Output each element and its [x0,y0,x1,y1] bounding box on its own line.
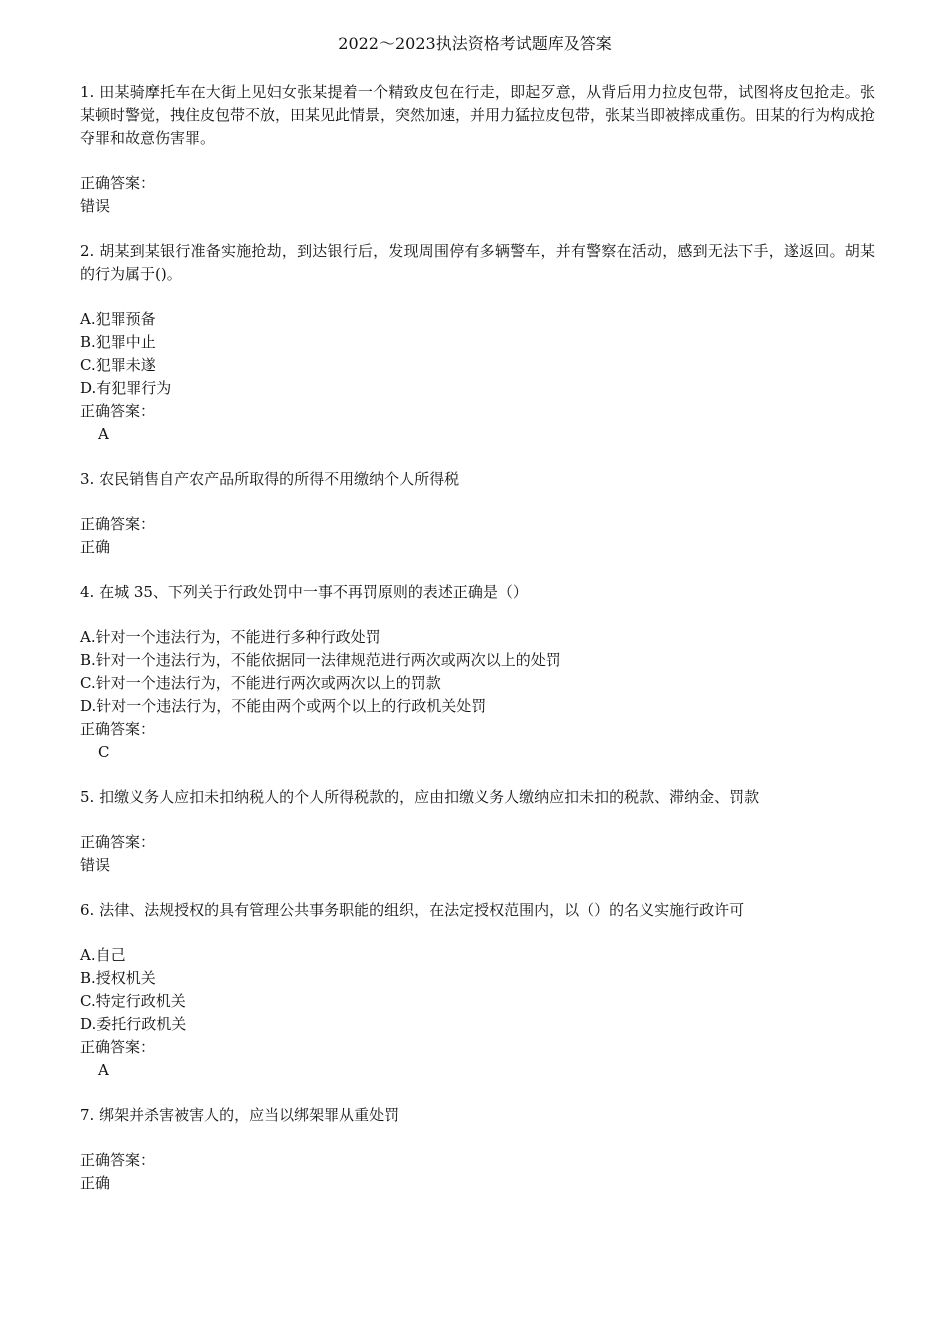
option-list [80,626,875,718]
question-7 [80,1104,875,1195]
question-text: 1. 田某骑摩托车在大街上见妇女张某提着一个精致皮包在行走，即起歹意，从背后用力拉皮包带，试图将皮包抢走。张某顿时警觉，拽住皮包带不放，田某见此情景，突然加速，并用力猛拉皮包带，张某当即被摔成重伤。田某的行为构成抢夺罪和故意伤害罪。 [80,83,876,147]
question-text: 7. 绑架并杀害被害人的，应当以绑架罪从重处罚 [80,1106,400,1124]
answer-value: 错误 [80,197,111,215]
option-c: C.犯罪未遂 [80,356,156,374]
option-a: A.自己 [80,946,126,964]
question-text: 3. 农民销售自产农产品所取得的所得不用缴纳个人所得税 [80,470,460,488]
question-4 [80,581,875,764]
answer-label: 正确答案： [80,1151,156,1169]
option-c: C.特定行政机关 [80,992,186,1010]
option-d: D.委托行政机关 [80,1015,187,1033]
question-text: 6. 法律、法规授权的具有管理公共事务职能的组织，在法定授权范围内，以（）的名义实施行政许可 [80,901,745,919]
option-list [80,308,875,400]
question-1 [80,81,875,218]
answer-value: A [98,425,109,443]
option-b: B.授权机关 [80,969,156,987]
answer-value: 错误 [80,856,111,874]
option-d: D.有犯罪行为 [80,379,172,397]
document-title: 2022～2023执法资格考试题库及答案 [338,34,612,53]
answer-label: 正确答案： [80,174,156,192]
option-a: A.犯罪预备 [80,310,156,328]
option-list [80,944,875,1036]
answer-label: 正确答案： [80,515,156,533]
option-d: D.针对一个违法行为，不能由两个或两个以上的行政机关处罚 [80,697,487,715]
question-3 [80,468,875,559]
question-6 [80,899,875,1082]
answer-label: 正确答案： [80,402,156,420]
answer-value: 正确 [80,1174,111,1192]
option-a: A.针对一个违法行为，不能进行多种行政处罚 [80,628,381,646]
answer-value: C [98,743,110,761]
option-b: B.针对一个违法行为，不能依据同一法律规范进行两次或两次以上的处罚 [80,651,561,669]
question-2 [80,240,875,446]
question-text: 5. 扣缴义务人应扣未扣纳税人的个人所得税款的，应由扣缴义务人缴纳应扣未扣的税款、滞纳金、罚款 [80,788,760,806]
answer-value: 正确 [80,538,111,556]
question-text: 2. 胡某到某银行准备实施抢劫，到达银行后，发现周围停有多辆警车，并有警察在活动，感到无法下手，遂返回。胡某的行为属于()。 [80,242,875,283]
answer-value: A [98,1061,109,1079]
question-list [80,81,875,1217]
question-5 [80,786,875,877]
answer-label: 正确答案： [80,720,156,738]
answer-label: 正确答案： [80,1038,156,1056]
question-text: 4. 在城 35、下列关于行政处罚中一事不再罚原则的表述正确是（） [80,583,528,601]
option-c: C.针对一个违法行为，不能进行两次或两次以上的罚款 [80,674,441,692]
answer-label: 正确答案： [80,833,156,851]
option-b: B.犯罪中止 [80,333,156,351]
